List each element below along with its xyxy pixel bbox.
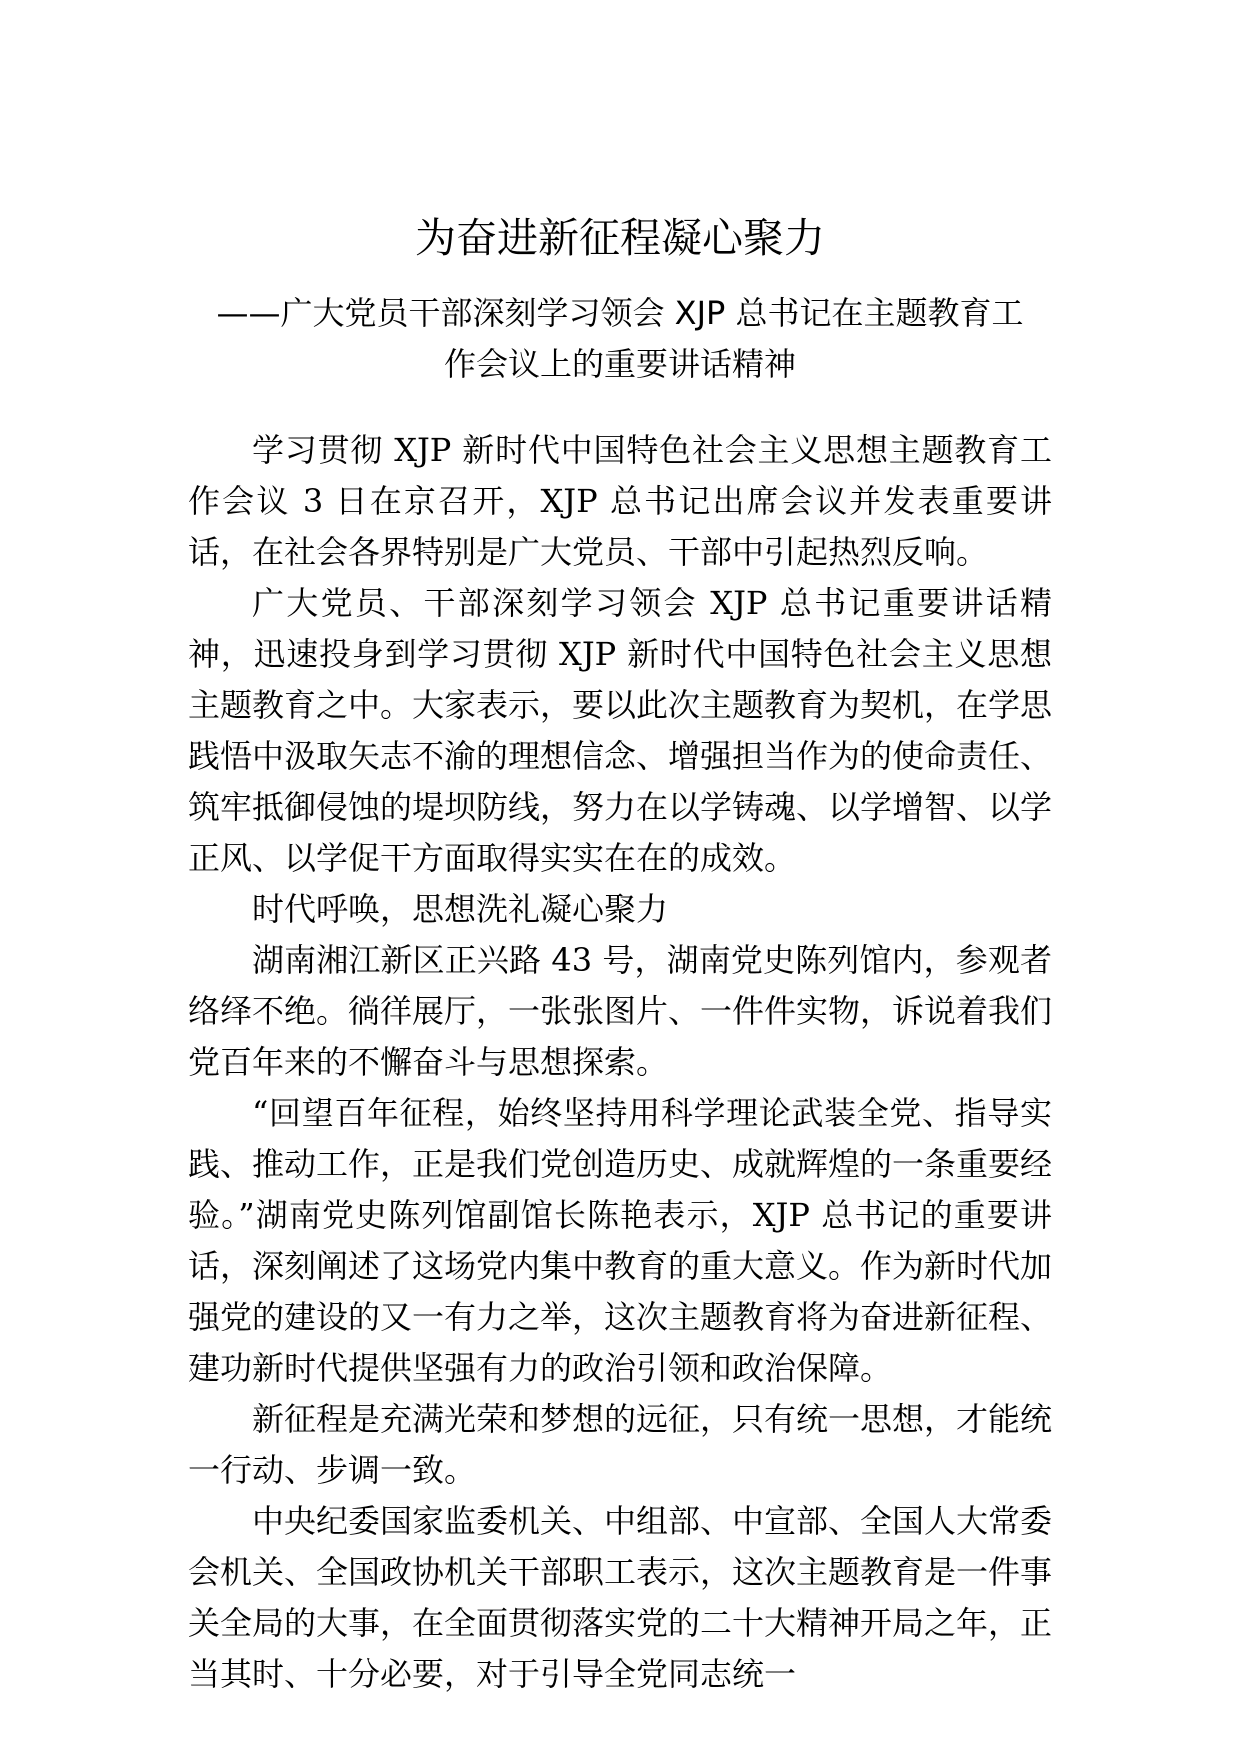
paragraph: 湖南湘江新区正兴路 43 号，湖南党史陈列馆内，参观者络绎不绝。徜徉展厅，一张张图片、一件件实物，诉说着我们党百年来的不懈奋斗与思想探索。 [188,941,1053,1081]
paragraph: 新征程是充满光荣和梦想的远征，只有统一思想，才能统一行动、步调一致。 [188,1400,1053,1489]
paragraph: “回望百年征程，始终坚持用科学理论武装全党、指导实践、推动工作，正是我们党创造历史、成就辉煌的一条重要经验。”湖南党史陈列馆副馆长陈艳表示，XJP 总书记的重要讲话，深刻阐述了这场党内集中教育的重大意义。作为新时代加强党的建设的又一有力之举，这次主题教育将为奋进新征程、建功新时代提供坚强有力的政治引领和政治保障。 [188,1094,1053,1387]
subtitle-line-1: ——广大党员干部深刻学习领会 XJP 总书记在主题教育工 [216,294,1024,332]
document-title: 为奋进新征程凝心聚力 [415,214,825,262]
document-body [188,425,1052,1700]
document-subtitle [188,288,1052,390]
paragraph: 学习贯彻 XJP 新时代中国特色社会主义思想主题教育工作会议 3 日在京召开，XJP 总书记出席会议并发表重要讲话，在社会各界特别是广大党员、干部中引起热烈反响。 [188,431,1052,571]
paragraph: 广大党员、干部深刻学习领会 XJP 总书记重要讲话精神，迅速投身到学习贯彻 XJP 新时代中国特色社会主义思想主题教育之中。大家表示，要以此次主题教育为契机，在学思践悟中汲取矢志不渝的理想信念、增强担当作为的使命责任、筑牢抵御侵蚀的堤坝防线，努力在以学铸魂、以学增智、以学正风、以学促干方面取得实实在在的成效。 [188,584,1053,877]
subtitle-line-2: 作会议上的重要讲话精神 [443,345,796,383]
section-heading: 时代呼唤，思想洗礼凝心聚力 [252,890,669,928]
paragraph: 中央纪委国家监委机关、中组部、中宣部、全国人大常委会机关、全国政协机关干部职工表示，这次主题教育是一件事关全局的大事，在全面贯彻落实党的二十大精神开局之年，正当其时、十分必要，对于引导全党同志统一 [188,1502,1053,1693]
